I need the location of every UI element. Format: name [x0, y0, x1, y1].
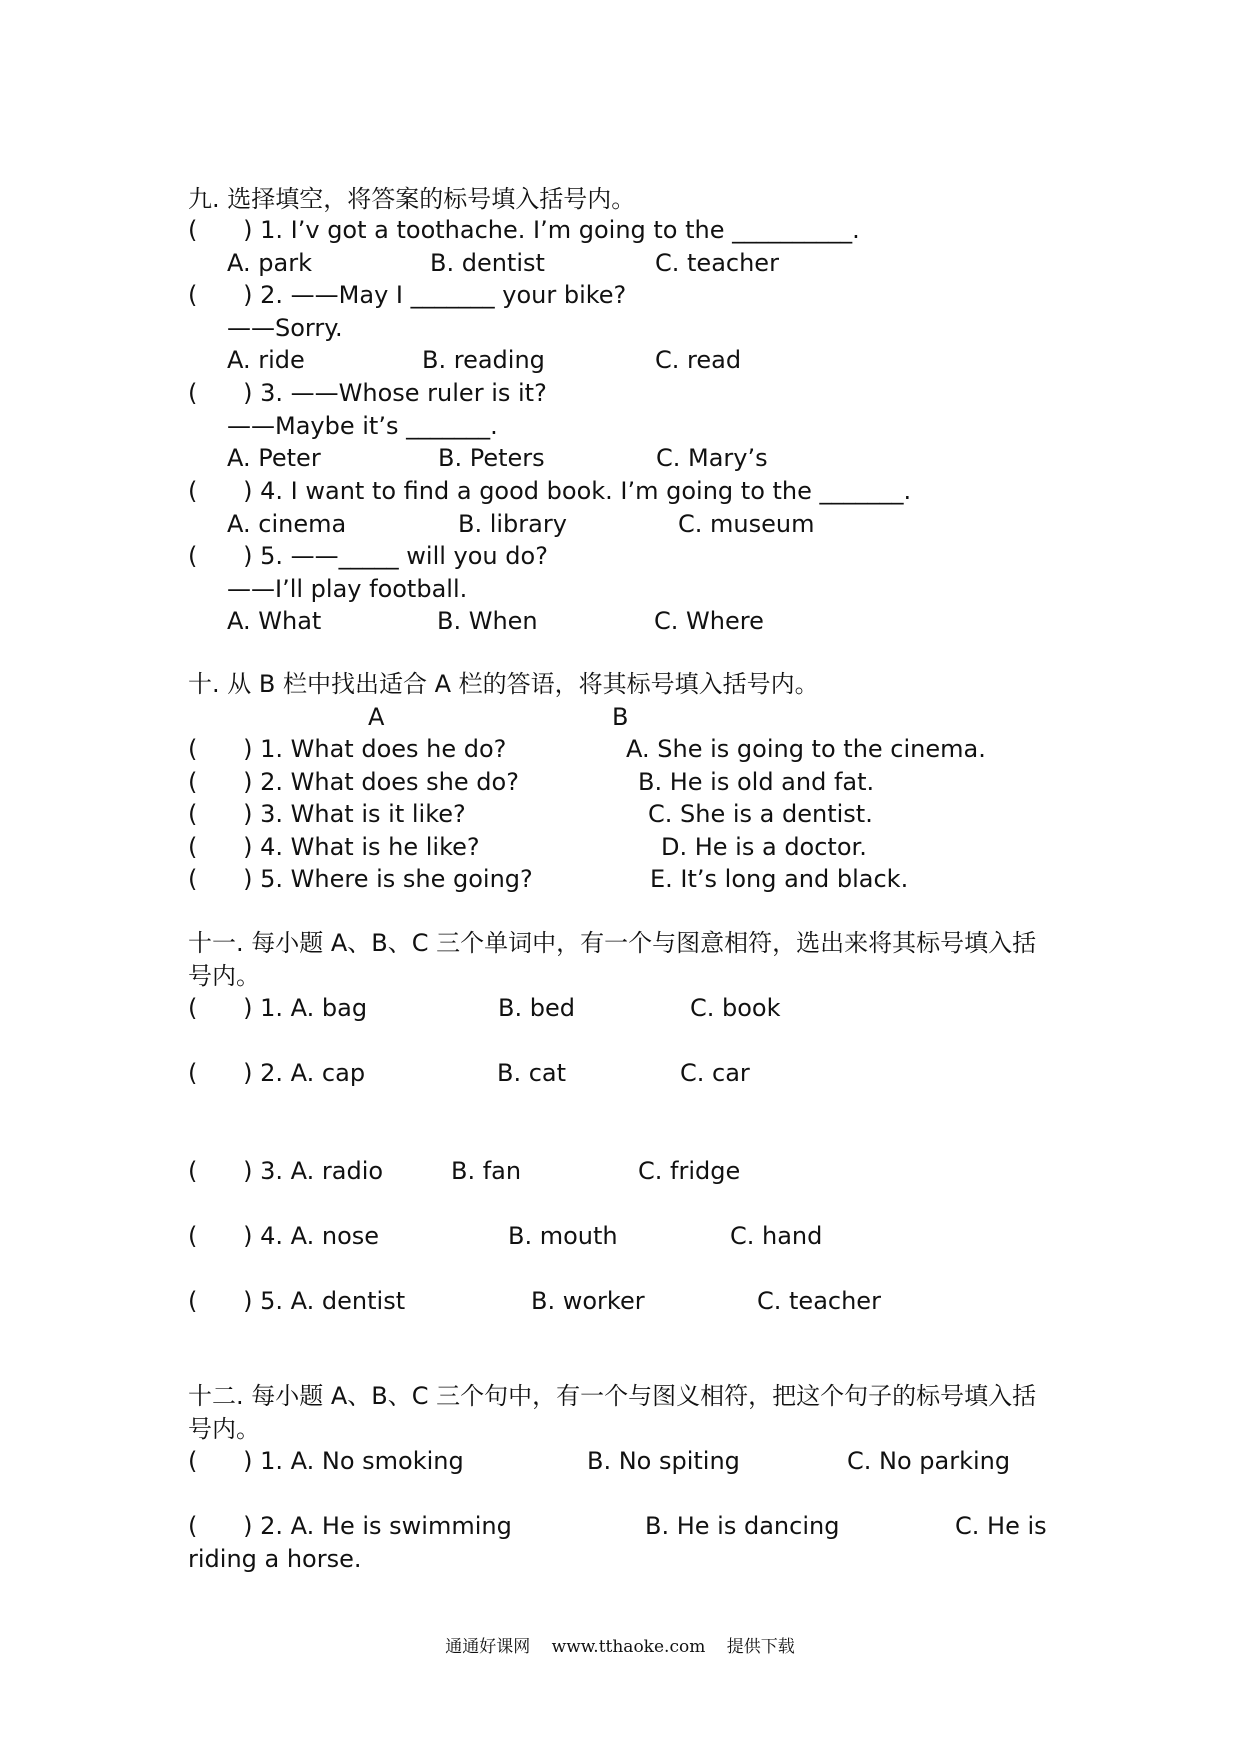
section-11-heading: 十一. 每小题 A、B、C 三个单词中，有一个与图意相符，选出来将其标号填入括 [188, 929, 1037, 957]
s11-q4-option-b: B. mouth [508, 1222, 618, 1250]
section-10-heading: 十. 从 B 栏中找出适合 A 栏的答语，将其标号填入括号内。 [188, 670, 819, 698]
s12-q2-option-c-cont: riding a horse. [188, 1545, 362, 1573]
s9-q2-reply: ——Sorry. [227, 314, 343, 342]
s9-q2-option-b: B. reading [422, 346, 545, 374]
s11-q4-stem: ( ) 4. A. nose [188, 1222, 380, 1250]
s10-row-2-question: ( ) 2. What does she do? [188, 768, 519, 796]
s10-row-4-question: ( ) 4. What is he like? [188, 833, 480, 861]
s10-column-b-label: B [612, 703, 629, 731]
s11-q2-stem: ( ) 2. A. cap [188, 1059, 366, 1087]
s9-q5-reply: ——I’ll play football. [227, 575, 468, 603]
s9-q1-option-c: C. teacher [655, 249, 779, 277]
s9-q5-option-a: A. What [227, 607, 322, 635]
s11-q5-option-b: B. worker [531, 1287, 645, 1315]
s9-q5-stem: ( ) 5. ——_____ will you do? [188, 542, 548, 570]
s9-q2-stem: ( ) 2. ——May I _______ your bike? [188, 281, 627, 309]
section-9-heading: 九. 选择填空，将答案的标号填入括号内。 [188, 185, 636, 213]
s11-q3-option-c: C. fridge [638, 1157, 741, 1185]
s11-q2-option-b: B. cat [497, 1059, 567, 1087]
section-12-heading: 十二. 每小题 A、B、C 三个句中，有一个与图义相符，把这个句子的标号填入括 [188, 1382, 1037, 1410]
s9-q4-option-c: C. museum [678, 510, 815, 538]
s10-row-1-question: ( ) 1. What does he do? [188, 735, 507, 763]
s12-q1-stem: ( ) 1. A. No smoking [188, 1447, 464, 1475]
s11-q1-option-c: C. book [690, 994, 781, 1022]
s12-q1-option-c: C. No parking [847, 1447, 1011, 1475]
s9-q1-stem: ( ) 1. I’v got a toothache. I’m going to the __________. [188, 216, 860, 244]
s10-row-5-question: ( ) 5. Where is she going? [188, 865, 533, 893]
s11-q3-option-b: B. fan [451, 1157, 522, 1185]
s10-row-3-answer: C. She is a dentist. [648, 800, 873, 828]
s9-q4-option-b: B. library [458, 510, 567, 538]
s11-q5-option-c: C. teacher [757, 1287, 881, 1315]
s11-q4-option-c: C. hand [730, 1222, 823, 1250]
s10-row-5-answer: E. It’s long and black. [650, 865, 909, 893]
s11-q3-stem: ( ) 3. A. radio [188, 1157, 384, 1185]
s9-q4-option-a: A. cinema [227, 510, 347, 538]
s9-q4-stem: ( ) 4. I want to find a good book. I’m going to the _______. [188, 477, 912, 505]
s9-q1-option-a: A. park [227, 249, 312, 277]
footer-note: 提供下载 [726, 1637, 795, 1657]
s9-q3-option-b: B. Peters [438, 444, 545, 472]
s9-q2-option-a: A. ride [227, 346, 305, 374]
s10-row-1-answer: A. She is going to the cinema. [626, 735, 986, 763]
s10-row-2-answer: B. He is old and fat. [638, 768, 875, 796]
s10-row-3-question: ( ) 3. What is it like? [188, 800, 466, 828]
s12-q2-option-b: B. He is dancing [645, 1512, 840, 1540]
footer-url[interactable]: www.tthaoke.com [551, 1637, 706, 1657]
s12-q2-stem: ( ) 2. A. He is swimming [188, 1512, 512, 1540]
s11-q1-stem: ( ) 1. A. bag [188, 994, 368, 1022]
s9-q2-option-c: C. read [655, 346, 742, 374]
s11-q5-stem: ( ) 5. A. dentist [188, 1287, 406, 1315]
s9-q1-option-b: B. dentist [430, 249, 545, 277]
s12-q2-option-c: C. He is [955, 1512, 1047, 1540]
s10-row-4-answer: D. He is a doctor. [661, 833, 867, 861]
s10-column-a-label: A [368, 703, 385, 731]
s12-q1-option-b: B. No spiting [587, 1447, 740, 1475]
s9-q3-reply: ——Maybe it’s _______. [227, 412, 498, 440]
s11-q2-option-c: C. car [680, 1059, 750, 1087]
s11-q1-option-b: B. bed [498, 994, 575, 1022]
s9-q3-option-c: C. Mary’s [656, 444, 768, 472]
s9-q5-option-c: C. Where [654, 607, 764, 635]
s9-q5-option-b: B. When [437, 607, 538, 635]
s9-q3-stem: ( ) 3. ——Whose ruler is it? [188, 379, 547, 407]
section-12-heading-cont: 号内。 [188, 1415, 260, 1443]
page-footer [0, 1632, 1240, 1657]
footer-site-name: 通通好课网 [445, 1637, 531, 1657]
section-11-heading-cont: 号内。 [188, 962, 260, 990]
s9-q3-option-a: A. Peter [227, 444, 321, 472]
